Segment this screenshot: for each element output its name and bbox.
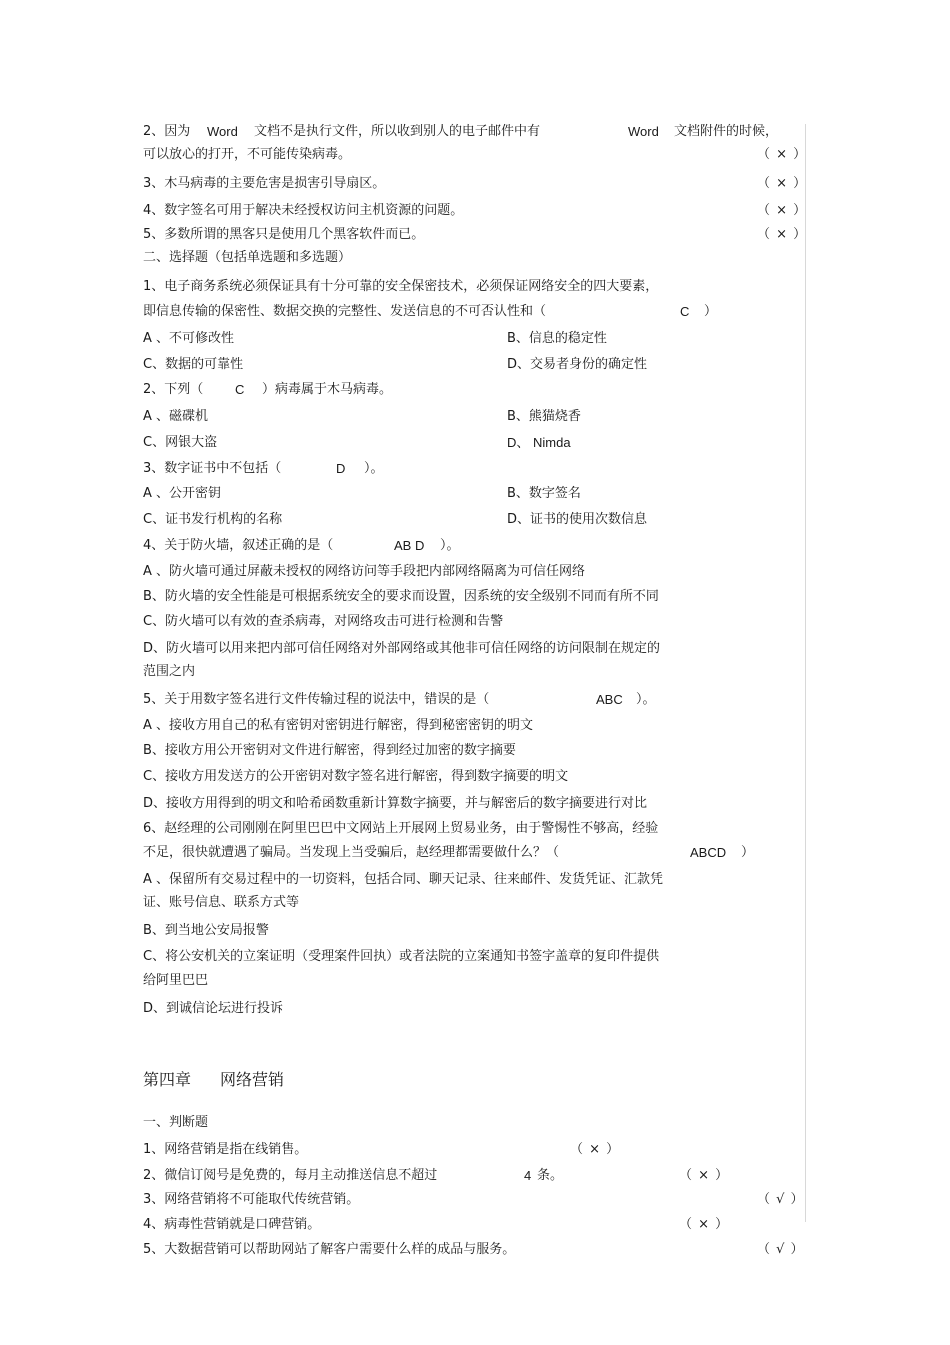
ch4-judge-item-2-tail: 条。 [537,1168,564,1183]
q2-option-d: D、 Nimda [507,435,571,450]
judge-item-2-word1: Word [207,124,238,139]
judge-item-2-line1-b: 文档不是执行文件，所以收到别人的电子邮件中有 [254,124,541,139]
q4-stem-pre: 4、关于防火墙，叙述正确的是（ [143,538,334,553]
page-edge-rule [805,124,806,1222]
q2-option-c: C、网银大盗 [143,435,218,450]
ch4-judge-item-5: 5、大数据营销可以帮助网站了解客户需要什么样的成品与服务。 [143,1242,516,1257]
q5-answer: ABC [596,692,623,707]
q4-option-b: B、防火墙的安全性能是可根据系统安全的要求而设置，因系统的安全级别不同而有所不同 [143,589,659,604]
chapter-title: 网络营销 [220,1070,285,1089]
chapter-number: 第四章 [143,1070,192,1089]
judge-item-2-word2: Word [628,124,659,139]
q1-stem-line1: 1、电子商务系统必须保证具有十分可靠的安全保密技术，必须保证网络安全的四大要素， [143,279,659,294]
ch4-judge-item-4-mark: （ × ） [679,1217,730,1232]
q6-option-d: D、到诚信论坛进行投诉 [143,1001,284,1016]
q4-option-d-line2: 范围之内 [143,664,196,679]
q3-option-d: D、证书的使用次数信息 [507,512,648,527]
q5-stem-post: ）。 [636,692,656,707]
ch4-judge-item-1-mark: （ × ） [570,1142,621,1157]
judge-item-5: 5、多数所谓的黑客只是使用几个黑客软件而已。 [143,227,425,242]
judge-item-2-mark: （ × ） [757,147,808,162]
q6-answer: ABCD [690,845,727,860]
q6-option-a-line2: 证、账号信息、联系方式等 [143,895,300,910]
q2-stem-post: ）病毒属于木马病毒。 [262,382,393,397]
q5-option-c: C、接收方用发送方的公开密钥对数字签名进行解密，得到数字摘要的明文 [143,769,569,784]
ch4-judge-item-5-mark: （ √ ） [757,1242,805,1257]
q1-option-c: C、数据的可靠性 [143,357,244,372]
q5-option-d: D、接收方用得到的明文和哈希函数重新计算数字摘要，并与解密后的数字摘要进行对比 [143,796,648,811]
q1-option-a: A 、不可修改性 [143,331,235,346]
q1-option-d: D、交易者身份的确定性 [507,357,648,372]
q3-stem-pre: 3、数字证书中不包括（ [143,461,282,476]
choice-section-heading: 二、选择题（包括单选题和多选题） [143,250,352,265]
q2-stem-pre: 2、下列（ [143,382,204,397]
judge-section-heading: 一、判断题 [143,1115,209,1130]
q6-stem-line1: 6、赵经理的公司刚刚在阿里巴巴中文网站上开展网上贸易业务，由于警惕性不够高，经验 [143,821,659,836]
ch4-judge-item-2-mark: （ × ） [679,1168,730,1183]
q3-option-b: B、数字签名 [507,486,581,501]
q5-option-b: B、接收方用公开密钥对文件进行解密，得到经过加密的数字摘要 [143,743,516,758]
q6-option-c-line1: C、将公安机关的立案证明（受理案件回执）或者法院的立案通知书签字盖章的复印件提供 [143,949,660,964]
q3-option-c: C、证书发行机构的名称 [143,512,283,527]
ch4-judge-item-3-mark: （ √ ） [757,1192,805,1207]
q1-option-b: B、信息的稳定性 [507,331,607,346]
ch4-judge-item-1: 1、网络营销是指在线销售。 [143,1142,308,1157]
q4-option-a: A 、防火墙可通过屏蔽未授权的网络访问等手段把内部网络隔离为可信任网络 [143,564,586,579]
q2-option-b: B、熊猫烧香 [507,409,581,424]
q5-option-a: A 、接收方用自己的私有密钥对密钥进行解密，得到秘密密钥的明文 [143,718,534,733]
q1-stem-line2: 即信息传输的保密性、数据交换的完整性、发送信息的不可否认性和（ [143,304,547,319]
ch4-judge-item-3: 3、网络营销将不可能取代传统营销。 [143,1192,360,1207]
judge-item-4-mark: （ × ） [757,203,808,218]
q6-option-a-line1: A 、保留所有交易过程中的一切资料，包括合同、聊天记录、往来邮件、发货凭证、汇款凭 [143,872,664,887]
q3-answer: D [336,461,346,476]
q4-option-c: C、防火墙可以有效的查杀病毒，对网络攻击可进行检测和告警 [143,614,504,629]
q2-answer: C [235,382,245,397]
ch4-judge-item-2-num: 4 [524,1168,532,1183]
judge-item-3: 3、木马病毒的主要危害是损害引导扇区。 [143,176,386,191]
q1-close: ） [704,304,718,319]
ch4-judge-item-4: 4、病毒性营销就是口碑营销。 [143,1217,321,1232]
q6-option-b: B、到当地公安局报警 [143,923,269,938]
q6-stem-line2: 不足，很快就遭遇了骗局。当发现上当受骗后，赵经理都需要做什么？（ [143,845,560,860]
q1-answer: C [680,304,690,319]
q5-stem-pre: 5、关于用数字签名进行文件传输过程的说法中，错误的是（ [143,692,490,707]
ch4-judge-item-2: 2、微信订阅号是免费的，每月主动推送信息不超过 [143,1168,438,1183]
q6-option-c-line2: 给阿里巴巴 [143,973,209,988]
q4-option-d-line1: D、防火墙可以用来把内部可信任网络对外部网络或其他非可信任网络的访问限制在规定的 [143,641,661,656]
q3-option-a: A 、公开密钥 [143,486,222,501]
judge-item-2-line2: 可以放心的打开，不可能传染病毒。 [143,147,352,162]
judge-item-5-mark: （ × ） [757,227,808,242]
q4-stem-post: ）。 [440,538,460,553]
judge-item-2-line1-a: 2、因为 [143,124,191,139]
judge-item-4: 4、数字签名可用于解决未经授权访问主机资源的问题。 [143,203,464,218]
q4-answer: AB D [394,538,425,553]
q6-close: ） [741,845,755,860]
judge-item-3-mark: （ × ） [757,176,808,191]
q2-option-a: A 、磁碟机 [143,409,209,424]
judge-item-2-line1-c: 文档附件的时候， [674,124,779,139]
q3-stem-post: ）。 [364,461,384,476]
